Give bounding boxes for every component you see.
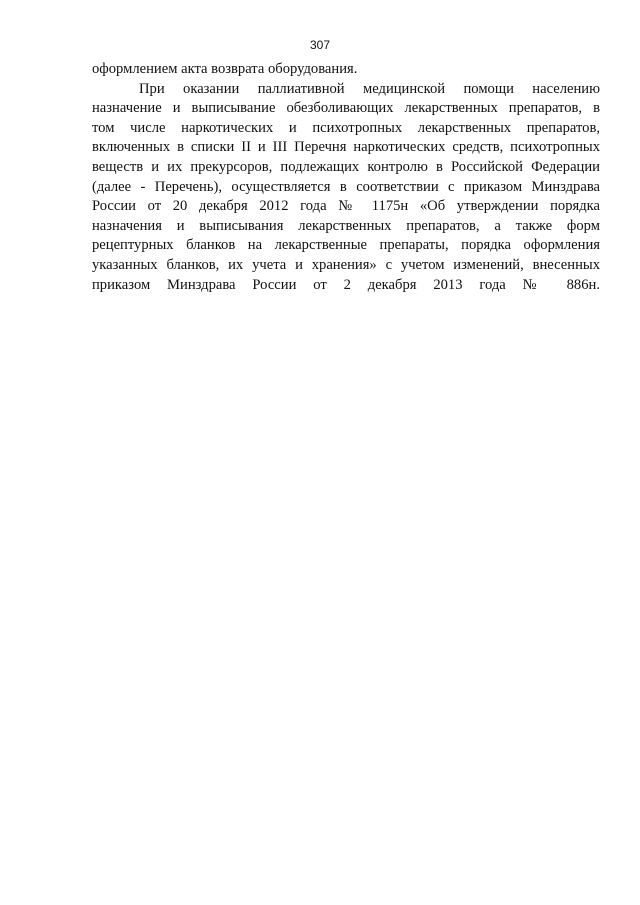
text-line: том числе наркотических и психотропных лекарственных препаратов, [92,119,600,136]
text-line: приказом Минздрава России от 2 декабря 2013 года № 886н. [92,276,600,293]
text-line: назначения и выписывания лекарственных препаратов, а также форм [92,217,600,234]
text-line: назначение и выписывание обезболивающих лекарственных препаратов, в [92,100,600,117]
text-line: оформлением акта возврата оборудования. [92,61,358,77]
text-line: включенных в списки II и III Перечня наркотических средств, психотропных [92,139,600,156]
text-line: рецептурных бланков на лекарственные препараты, порядка оформления [92,237,600,254]
document-body [92,60,600,295]
text-line: веществ и их прекурсоров, подлежащих контролю в Российской Федерации [92,158,600,175]
text-line: (далее - Перечень), осуществляется в соответствии с приказом Минздрава [92,178,600,195]
text-line: При оказании паллиативной медицинской помощи населению [139,80,600,97]
page-number: 307 [309,38,331,52]
text-line: указанных бланков, их учета и хранения» с учетом изменений, внесенных [92,256,600,273]
text-line: России от 20 декабря 2012 года № 1175н «Об утверждении порядка [92,198,600,215]
